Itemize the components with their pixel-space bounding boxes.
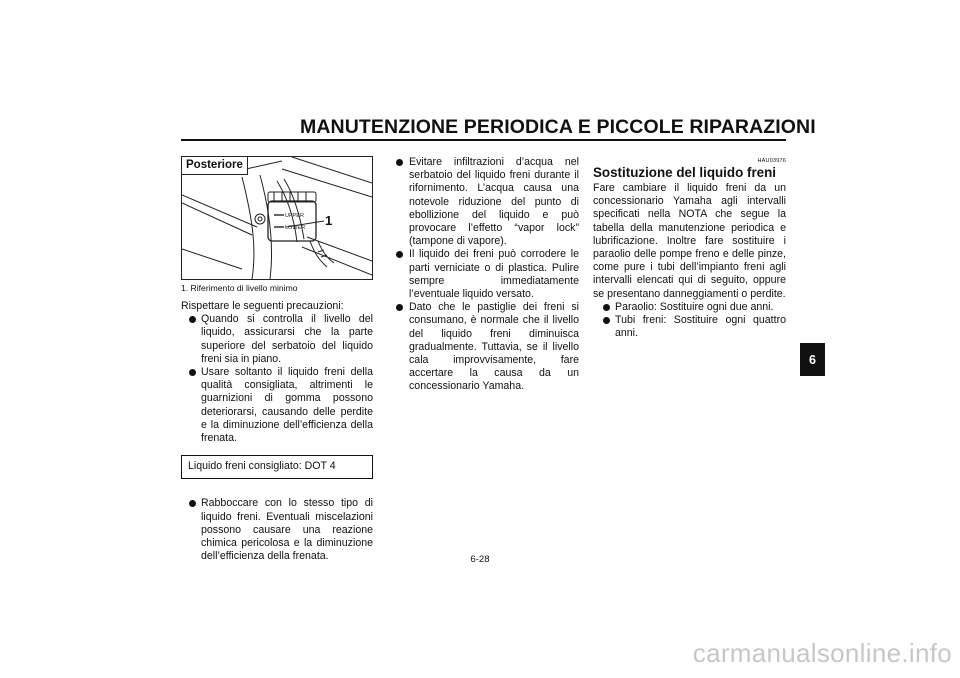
recommended-fluid-box: Liquido freni consigliato: DOT 4 — [181, 455, 373, 479]
section-paragraph: Fare cambiare il liquido freni da un concessionario Yamaha agli intervalli specificati nella NOTA che segue la tabella della manutenzione periodica e lubrificazione. Inoltre fare sostituire i paraolio delle pompe freno e delle pinze, come pure i tubi dell’impianto freni agli intervalli elencati qui di seguito, oppure se presentano danneggiamenti o perdite. — [593, 182, 786, 300]
section-heading: Sostituzione del liquido freni — [593, 165, 777, 180]
callout-number: 1 — [325, 213, 333, 228]
section-code: HAU03976 — [757, 158, 786, 164]
figure-caption: 1. Riferimento di livello minimo — [181, 283, 298, 293]
list-item: Usare soltanto il liquido freni della qualità consigliata, altrimenti le guarnizioni di gomma possono deteriorarsi, causando delle perdite e la diminuzione dell’efficienza della frenata. — [181, 366, 373, 445]
page-header-title: MANUTENZIONE PERIODICA E PICCOLE RIPARAZIONI — [300, 116, 816, 138]
list-item: Quando si controlla il livello del liquido, assicurarsi che la parte superiore del serbatoio del liquido freni sia in piano. — [181, 313, 373, 366]
watermark: carmanualsonline.info — [692, 638, 952, 668]
list-item: Dato che le pastiglie dei freni si consumano, è normale che il livello del liquido freni diminuisca gradualmente. Tuttavia, se il livello cala improvvisamente, fare accertare la causa da un concessionario Yamaha. — [396, 301, 579, 393]
lower-mark-label: LOWER — [285, 225, 306, 231]
column-1 — [181, 156, 373, 563]
brake-reservoir-illustration — [182, 157, 372, 279]
page-number: 6-28 — [470, 554, 490, 565]
figure-label: Posteriore — [182, 157, 248, 175]
column-3 — [593, 156, 786, 340]
list-item: Rabboccare con lo stesso tipo di liquido freni. Eventuali miscelazioni possono causare una reazione chimica pericolosa e la diminuzione dell’efficienza della frenata. — [181, 497, 373, 563]
list-item: Tubi freni: Sostituire ogni quattro anni. — [593, 314, 786, 340]
column-2 — [396, 156, 579, 394]
list-item: Paraolio: Sostituire ogni due anni. — [593, 301, 786, 314]
list-item: Evitare infiltrazioni d’acqua nel serbatoio del liquido freni durante il rifornimento. L’acqua causa una notevole riduzione del punto di ebollizione del liquido e può provocare l’effetto “vapor lock” (tampone di vapore). — [396, 156, 579, 248]
header-rule — [181, 139, 786, 141]
brake-reservoir-figure — [181, 156, 373, 280]
precautions-intro: Rispettare le seguenti precauzioni: — [181, 300, 344, 312]
chapter-tab: 6 — [800, 343, 825, 376]
upper-mark-label: UPPER — [285, 213, 304, 219]
list-item: Il liquido dei freni può corrodere le parti verniciate o di plastica. Pulire sempre immediatamente l’eventuale liquido versato. — [396, 248, 579, 301]
